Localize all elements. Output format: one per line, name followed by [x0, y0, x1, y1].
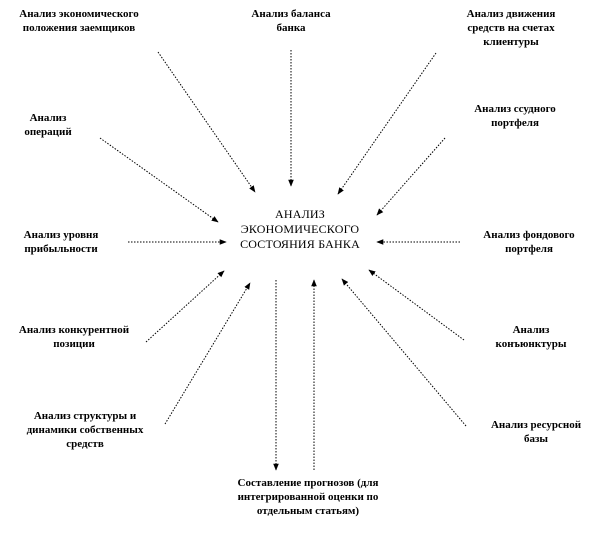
node-competitive	[4, 323, 144, 351]
arrow-market	[369, 270, 464, 340]
node-line: банка	[276, 22, 306, 34]
node-line: Анализ конкурентной	[18, 324, 130, 336]
node-line: Анализ ссудного	[474, 103, 556, 115]
center-line-1: АНАЛИЗ	[274, 207, 325, 221]
node-line: Анализ движения	[466, 8, 556, 20]
node-forecast	[218, 476, 398, 518]
node-line: средств на счетах	[467, 22, 555, 34]
node-line: Анализ ресурсной	[490, 419, 582, 431]
node-market	[476, 323, 586, 351]
node-securities	[464, 228, 594, 256]
center-label	[225, 207, 375, 252]
node-line: интегрированной оценки по	[237, 491, 379, 503]
node-line: Анализ экономического	[19, 8, 139, 20]
node-line: средств	[66, 438, 104, 450]
node-equity	[4, 409, 166, 451]
arrow-operations	[100, 138, 218, 222]
node-line: Анализ структуры и	[33, 410, 137, 422]
arrow-competitors	[158, 52, 255, 192]
arrow-resources	[342, 279, 466, 426]
node-line: отдельным статьям)	[256, 505, 360, 517]
arrow-equity	[165, 283, 250, 424]
node-line: Анализ баланса	[251, 8, 331, 20]
node-line: позиции	[53, 338, 95, 350]
node-line: Анализ	[29, 112, 67, 124]
node-profitability	[6, 228, 116, 256]
node-line: портфеля	[505, 243, 553, 255]
node-line: положения заемщиков	[22, 22, 136, 34]
node-line: Анализ фондового	[483, 229, 575, 241]
node-line: прибыльности	[24, 243, 98, 255]
node-operations	[8, 111, 88, 139]
node-client-accounts	[446, 7, 576, 49]
arrow-client-accounts	[338, 53, 436, 194]
node-line: Анализ уровня	[23, 229, 99, 241]
center-line-3: СОСТОЯНИЯ БАНКА	[240, 237, 360, 251]
node-line: клиентуры	[483, 36, 539, 48]
node-loan-portfolio	[455, 102, 575, 130]
node-competitors	[4, 7, 154, 35]
node-line: операций	[24, 126, 72, 138]
node-resources	[476, 418, 596, 446]
node-line: Анализ	[512, 324, 550, 336]
node-line: базы	[523, 433, 548, 445]
arrow-competitive	[146, 271, 224, 342]
arrow-loan-portfolio	[377, 138, 445, 215]
center-line-2: ЭКОНОМИЧЕСКОГО	[240, 222, 360, 236]
node-line: Составление прогнозов (для	[237, 477, 379, 489]
node-balance	[236, 7, 346, 35]
node-line: конъюнктуры	[495, 338, 567, 350]
node-line: динамики собственных	[26, 424, 144, 436]
node-line: портфеля	[491, 117, 539, 129]
